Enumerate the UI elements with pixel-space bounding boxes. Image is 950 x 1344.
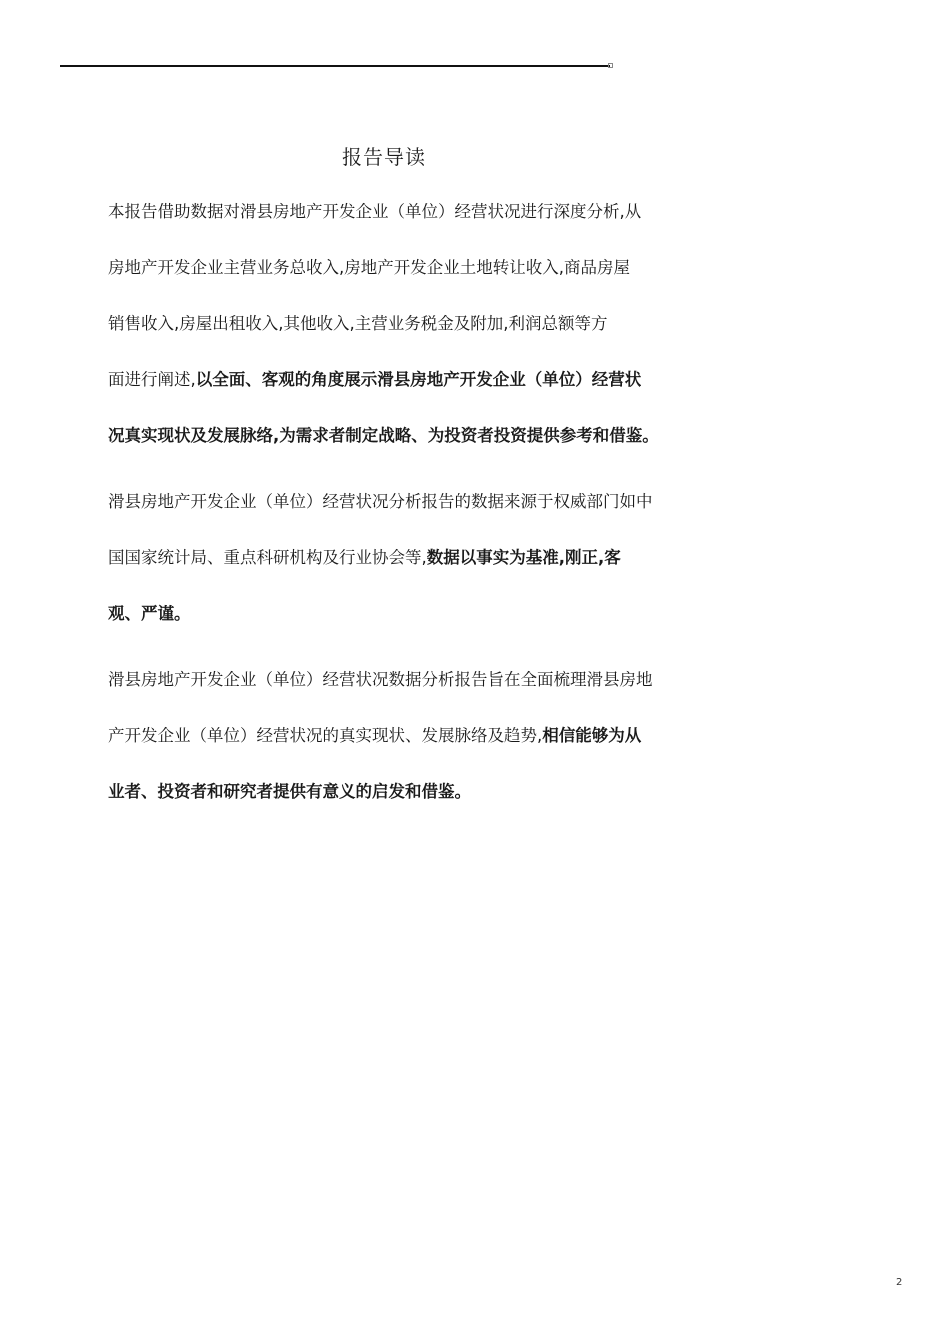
page-number: 2 xyxy=(896,1277,903,1288)
header-rule-end-mark xyxy=(608,63,613,68)
emphasis-text: 以全面、客观的角度展示滑县房地产开发企业（单位）经营状 xyxy=(195,370,642,389)
emphasis-text: 相信能够为从 xyxy=(542,726,642,745)
text-line: 房地产开发企业主营业务总收入,房地产开发企业土地转让收入,商品房屋 xyxy=(108,258,630,277)
report-body xyxy=(108,196,668,832)
text-line: 滑县房地产开发企业（单位）经营状况分析报告的数据来源于权威部门如中 xyxy=(108,492,653,511)
text-line xyxy=(108,776,668,832)
emphasis-text: 况真实现状及发展脉络,为需求者制定战略、为投资者投资提供参考和借鉴。 xyxy=(108,426,659,445)
emphasis-text: 数据以事实为基准,刚正,客 xyxy=(426,548,621,567)
text-line: 滑县房地产开发企业（单位）经营状况数据分析报告旨在全面梳理滑县房地 xyxy=(108,670,653,689)
header-rule xyxy=(60,65,610,67)
emphasis-text: 业者、投资者和研究者提供有意义的启发和借鉴。 xyxy=(108,782,471,801)
paragraph-purpose xyxy=(108,664,668,832)
paragraph-intro xyxy=(108,196,668,476)
text-line xyxy=(108,598,668,654)
text-line: 国国家统计局、重点科研机构及行业协会等,数据以事实为基准,刚正,客 xyxy=(108,548,621,567)
emphasis-text: 观、严谨。 xyxy=(108,604,191,623)
text-line xyxy=(108,420,668,476)
text-line: 销售收入,房屋出租收入,其他收入,主营业务税金及附加,利润总额等方 xyxy=(108,314,608,333)
paragraph-data-source xyxy=(108,486,668,654)
text-line: 本报告借助数据对滑县房地产开发企业（单位）经营状况进行深度分析,从 xyxy=(108,202,642,221)
text-line: 产开发企业（单位）经营状况的真实现状、发展脉络及趋势,相信能够为从 xyxy=(108,726,642,745)
text-line: 面进行阐述,以全面、客观的角度展示滑县房地产开发企业（单位）经营状 xyxy=(108,370,642,389)
report-title: 报告导读 xyxy=(342,145,426,169)
